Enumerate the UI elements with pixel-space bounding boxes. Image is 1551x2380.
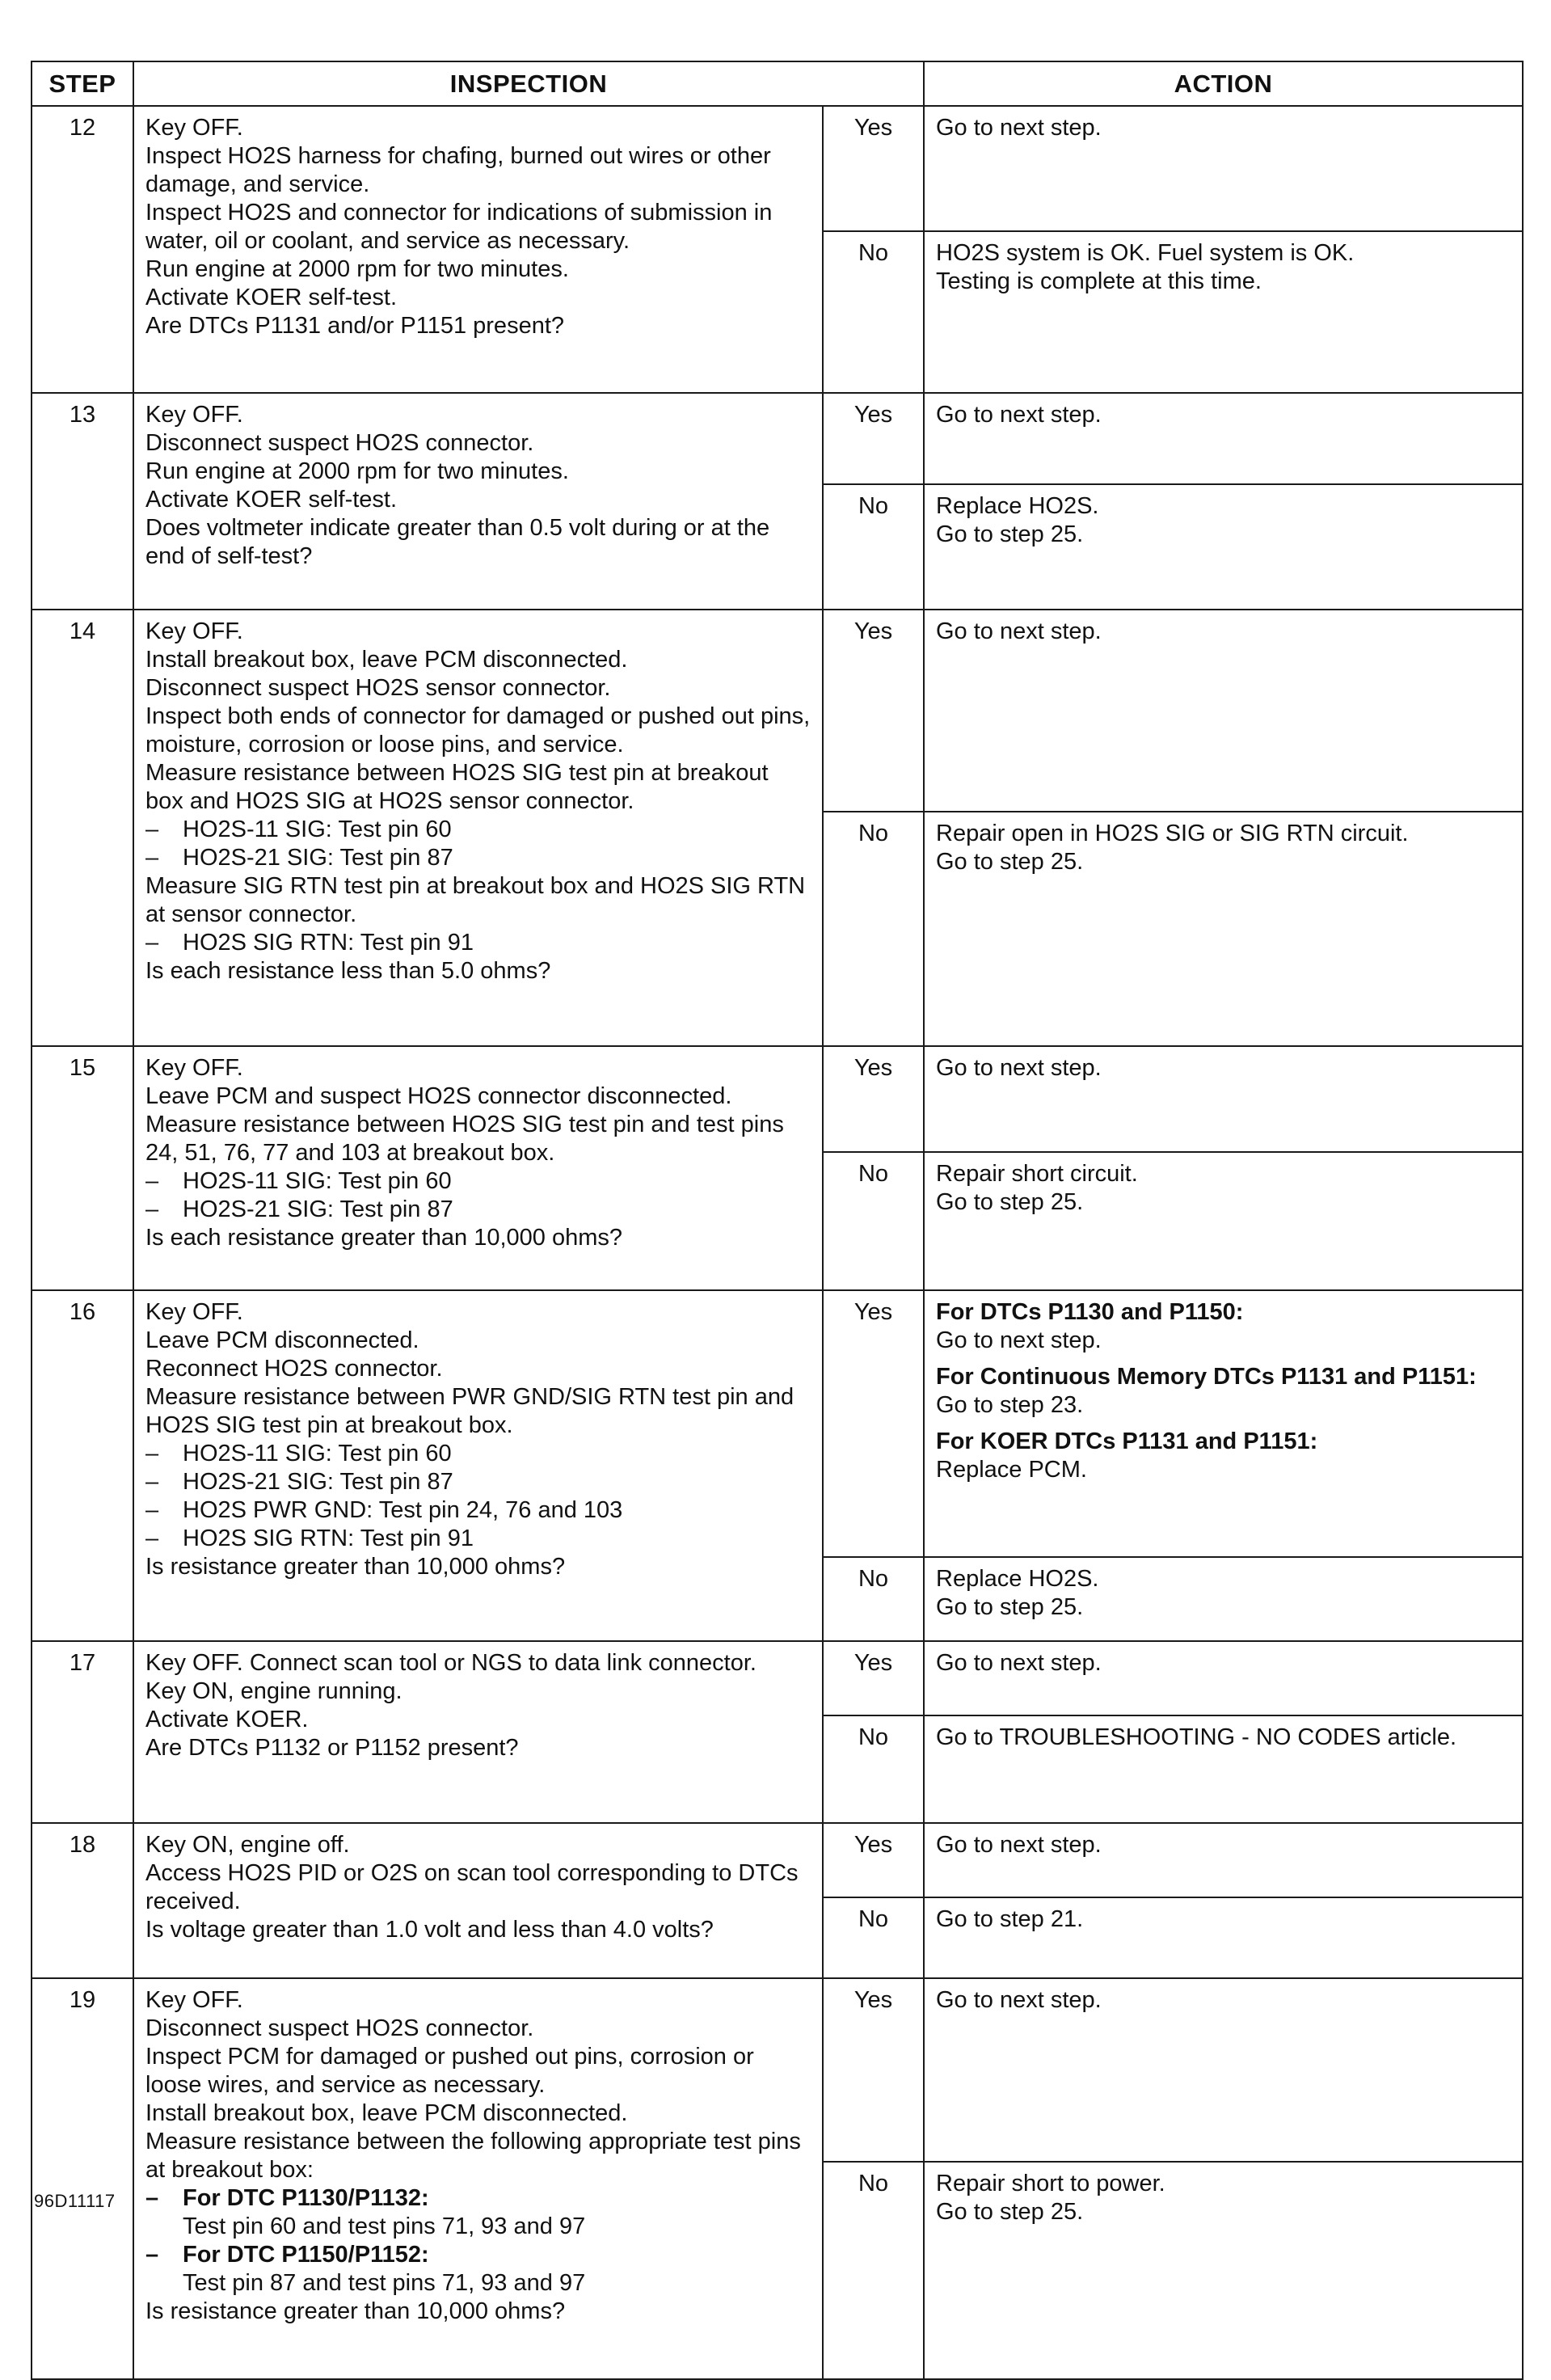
action-line: Go to step 21.: [936, 1906, 1084, 1932]
dash-bullet: –: [145, 817, 159, 842]
step-row-12: [32, 106, 1523, 231]
step-row-15: [32, 1046, 1523, 1152]
yes-action-cell: [924, 106, 1523, 231]
no-label: No: [823, 231, 924, 393]
no-action-cell: [924, 484, 1523, 610]
step-number: 14: [32, 610, 133, 1046]
dash-bullet: –: [145, 2242, 159, 2268]
inspection-subitem-text: HO2S-11 SIG: Test pin 60: [183, 1441, 452, 1466]
no-label: No: [823, 812, 924, 1046]
inspection-subitem-text: HO2S-11 SIG: Test pin 60: [183, 1168, 452, 1194]
no-label: No: [823, 1152, 924, 1290]
header-step: STEP: [32, 61, 133, 106]
action-line: Go to step 25.: [936, 2199, 1084, 2225]
no-action-cell: [924, 1152, 1523, 1290]
inspection-subitem-text: HO2S SIG RTN: Test pin 91: [183, 930, 474, 956]
no-action-cell: [924, 1557, 1523, 1641]
yes-action-cell: [924, 1046, 1523, 1152]
action-line: HO2S system is OK. Fuel system is OK.: [936, 240, 1355, 266]
inspection-line: Key ON, engine off.: [145, 1832, 350, 1858]
header-action: ACTION: [924, 61, 1523, 106]
inspection-line: Disconnect suspect HO2S sensor connector.: [145, 675, 611, 701]
step-row-17: [32, 1641, 1523, 1715]
no-label: No: [823, 1715, 924, 1823]
inspection-line: Leave PCM and suspect HO2S connector disconnected.: [145, 1083, 732, 1109]
action-condition-heading: For Continuous Memory DTCs P1131 and P1151:: [936, 1364, 1477, 1390]
action-line: Go to next step.: [936, 402, 1102, 428]
yes-label: Yes: [823, 393, 924, 484]
step-row-13: [32, 393, 1523, 484]
inspection-line: Is each resistance greater than 10,000 ohms?: [145, 1225, 623, 1251]
inspection-line: Inspect both ends of connector for damaged or pushed out pins, moisture, corrosion or loose pins, and service.: [145, 703, 811, 757]
inspection-line: Key OFF.: [145, 115, 243, 141]
action-line: Repair open in HO2S SIG or SIG RTN circuit.: [936, 821, 1409, 846]
diagnostic-table: [31, 61, 1524, 2380]
inspection-line: Run engine at 2000 rpm for two minutes.: [145, 458, 569, 484]
no-action-cell: [924, 812, 1523, 1046]
yes-label: Yes: [823, 106, 924, 231]
inspection-subitem-detail: Test pin 60 and test pins 71, 93 and 97: [183, 2213, 586, 2239]
inspection-subitem: [145, 1167, 812, 1196]
action-line: Go to next step.: [936, 1327, 1102, 1353]
dash-bullet: –: [145, 845, 159, 871]
no-label: No: [823, 1557, 924, 1641]
inspection-subitem: [145, 1525, 812, 1553]
action-line: Replace HO2S.: [936, 493, 1099, 519]
inspection-cell: [133, 610, 823, 1046]
yes-label: Yes: [823, 1290, 924, 1557]
action-line: Go to step 23.: [936, 1392, 1084, 1418]
step-row-19: [32, 1978, 1523, 2162]
inspection-line: Key OFF.: [145, 1055, 243, 1081]
step-number: 18: [32, 1823, 133, 1978]
dash-bullet: –: [145, 1469, 159, 1495]
dash-bullet: –: [145, 2185, 159, 2211]
inspection-line: Measure resistance between HO2S SIG test pin at breakout box and HO2S SIG at HO2S sensor connector.: [145, 760, 769, 814]
inspection-line: Is resistance greater than 10,000 ohms?: [145, 2298, 566, 2324]
action-line: Go to step 25.: [936, 1189, 1084, 1215]
inspection-cell: [133, 1046, 823, 1290]
yes-label: Yes: [823, 610, 924, 812]
no-action-cell: [924, 1897, 1523, 1978]
yes-action-cell: [924, 1823, 1523, 1897]
dash-bullet: –: [145, 1525, 159, 1551]
yes-action-cell: [924, 393, 1523, 484]
action-condition-heading: For DTCs P1130 and P1150:: [936, 1299, 1244, 1325]
inspection-line: Is resistance greater than 10,000 ohms?: [145, 1554, 566, 1580]
action-line: Go to next step.: [936, 1832, 1102, 1858]
step-row-16: [32, 1290, 1523, 1557]
inspection-line: Inspect HO2S harness for chafing, burned out wires or other damage, and service.: [145, 143, 771, 197]
inspection-line: Are DTCs P1132 or P1152 present?: [145, 1735, 519, 1761]
inspection-subitem-text: HO2S-11 SIG: Test pin 60: [183, 817, 452, 842]
dash-bullet: –: [145, 1497, 159, 1523]
action-condition-group: [936, 1428, 1512, 1484]
dash-bullet: –: [145, 1196, 159, 1222]
inspection-subitem-text: HO2S-21 SIG: Test pin 87: [183, 845, 453, 871]
action-line: Testing is complete at this time.: [936, 268, 1262, 294]
inspection-subitem: [145, 844, 812, 872]
action-condition-group: [936, 1298, 1512, 1355]
inspection-subitem: [145, 816, 812, 844]
inspection-cell: [133, 1978, 823, 2379]
inspection-subitem: [145, 1440, 812, 1468]
inspection-line: Leave PCM disconnected.: [145, 1327, 419, 1353]
no-action-cell: [924, 231, 1523, 393]
step-number: 12: [32, 106, 133, 393]
action-line: Go to step 25.: [936, 1594, 1084, 1620]
step-number: 19: [32, 1978, 133, 2379]
yes-action-cell: [924, 1290, 1523, 1557]
action-line: Go to TROUBLESHOOTING - NO CODES article.: [936, 1724, 1457, 1750]
no-action-cell: [924, 1715, 1523, 1823]
inspection-subitem: [145, 1468, 812, 1496]
action-line: Go to next step.: [936, 1650, 1102, 1676]
inspection-cell: [133, 1823, 823, 1978]
inspection-line: Key OFF.: [145, 402, 243, 428]
step-number: 16: [32, 1290, 133, 1641]
inspection-line: Install breakout box, leave PCM disconnected.: [145, 647, 628, 673]
inspection-line: Measure SIG RTN test pin at breakout box and HO2S SIG RTN at sensor connector.: [145, 873, 806, 927]
step-number: 13: [32, 393, 133, 610]
inspection-subitem-text: HO2S-21 SIG: Test pin 87: [183, 1469, 453, 1495]
action-line: Go to next step.: [936, 618, 1102, 644]
inspection-subitem-text: For DTC P1150/P1152:: [183, 2242, 429, 2268]
dash-bullet: –: [145, 930, 159, 956]
inspection-line: Activate KOER self-test.: [145, 285, 398, 310]
inspection-subitem: [145, 1496, 812, 1525]
dash-bullet: –: [145, 1168, 159, 1194]
action-line: Go to step 25.: [936, 849, 1084, 875]
inspection-cell: [133, 1641, 823, 1823]
inspection-line: Key OFF.: [145, 618, 243, 644]
yes-action-cell: [924, 610, 1523, 812]
no-label: No: [823, 1897, 924, 1978]
inspection-line: Key OFF.: [145, 1299, 243, 1325]
inspection-subitem: [145, 1196, 812, 1224]
yes-label: Yes: [823, 1978, 924, 2162]
header-row: [32, 61, 1523, 106]
inspection-line: Measure resistance between HO2S SIG test pin and test pins 24, 51, 76, 77 and 103 at breakout box.: [145, 1112, 784, 1166]
inspection-line: Measure resistance between the following appropriate test pins at breakout box:: [145, 2129, 801, 2183]
inspection-cell: [133, 106, 823, 393]
inspection-line: Disconnect suspect HO2S connector.: [145, 430, 534, 456]
action-line: Replace HO2S.: [936, 1566, 1099, 1592]
action-line: Go to next step.: [936, 115, 1102, 141]
no-label: No: [823, 484, 924, 610]
inspection-line: Are DTCs P1131 and/or P1151 present?: [145, 313, 565, 339]
action-line: Go to next step.: [936, 1987, 1102, 2013]
inspection-line: Disconnect suspect HO2S connector.: [145, 2015, 534, 2041]
inspection-line: Does voltmeter indicate greater than 0.5 volt during or at the end of self-test?: [145, 515, 770, 569]
inspection-cell: [133, 1290, 823, 1641]
action-line: Repair short circuit.: [936, 1161, 1138, 1187]
inspection-subitem: [145, 2241, 812, 2269]
action-condition-heading: For KOER DTCs P1131 and P1151:: [936, 1428, 1318, 1454]
inspection-line: Key OFF. Connect scan tool or NGS to data link connector.: [145, 1650, 757, 1676]
inspection-line: Is voltage greater than 1.0 volt and less than 4.0 volts?: [145, 1917, 714, 1943]
table-body: [32, 106, 1523, 2379]
inspection-line: Inspect HO2S and connector for indications of submission in water, oil or coolant, and service as necessary.: [145, 200, 773, 254]
inspection-line: Key ON, engine running.: [145, 1678, 403, 1704]
inspection-subitem-text: HO2S PWR GND: Test pin 24, 76 and 103: [183, 1497, 623, 1523]
action-condition-group: [936, 1363, 1512, 1420]
inspection-line: Is each resistance less than 5.0 ohms?: [145, 958, 551, 984]
inspection-line: Install breakout box, leave PCM disconnected.: [145, 2100, 628, 2126]
yes-label: Yes: [823, 1641, 924, 1715]
inspection-subitem-text: HO2S-21 SIG: Test pin 87: [183, 1196, 453, 1222]
inspection-line: Key OFF.: [145, 1987, 243, 2013]
dash-bullet: –: [145, 1441, 159, 1466]
yes-label: Yes: [823, 1046, 924, 1152]
inspection-line: Activate KOER self-test.: [145, 487, 398, 513]
inspection-cell: [133, 393, 823, 610]
yes-action-cell: [924, 1978, 1523, 2162]
inspection-subitem-detail: Test pin 87 and test pins 71, 93 and 97: [183, 2270, 586, 2296]
inspection-line: Reconnect HO2S connector.: [145, 1356, 443, 1382]
inspection-subitem-text: HO2S SIG RTN: Test pin 91: [183, 1525, 474, 1551]
step-number: 17: [32, 1641, 133, 1823]
yes-action-cell: [924, 1641, 1523, 1715]
no-label: No: [823, 2162, 924, 2379]
yes-label: Yes: [823, 1823, 924, 1897]
action-line: Repair short to power.: [936, 2171, 1165, 2196]
step-row-14: [32, 610, 1523, 812]
step-row-18: [32, 1823, 1523, 1897]
inspection-subitem: [145, 2184, 812, 2213]
step-number: 15: [32, 1046, 133, 1290]
inspection-line: Measure resistance between PWR GND/SIG RTN test pin and HO2S SIG test pin at breakout box.: [145, 1384, 794, 1438]
figure-code: 96D11117: [34, 2191, 116, 2211]
inspection-line: Run engine at 2000 rpm for two minutes.: [145, 256, 569, 282]
action-line: Replace PCM.: [936, 1457, 1087, 1483]
no-action-cell: [924, 2162, 1523, 2379]
header-inspection: INSPECTION: [133, 61, 924, 106]
action-line: Go to next step.: [936, 1055, 1102, 1081]
inspection-subitem: [145, 929, 812, 957]
inspection-line: Inspect PCM for damaged or pushed out pins, corrosion or loose wires, and service as necessary.: [145, 2044, 754, 2098]
inspection-line: Access HO2S PID or O2S on scan tool corresponding to DTCs received.: [145, 1860, 799, 1914]
inspection-subitem-text: For DTC P1130/P1132:: [183, 2185, 429, 2211]
action-line: Go to step 25.: [936, 521, 1084, 547]
inspection-line: Activate KOER.: [145, 1707, 309, 1732]
